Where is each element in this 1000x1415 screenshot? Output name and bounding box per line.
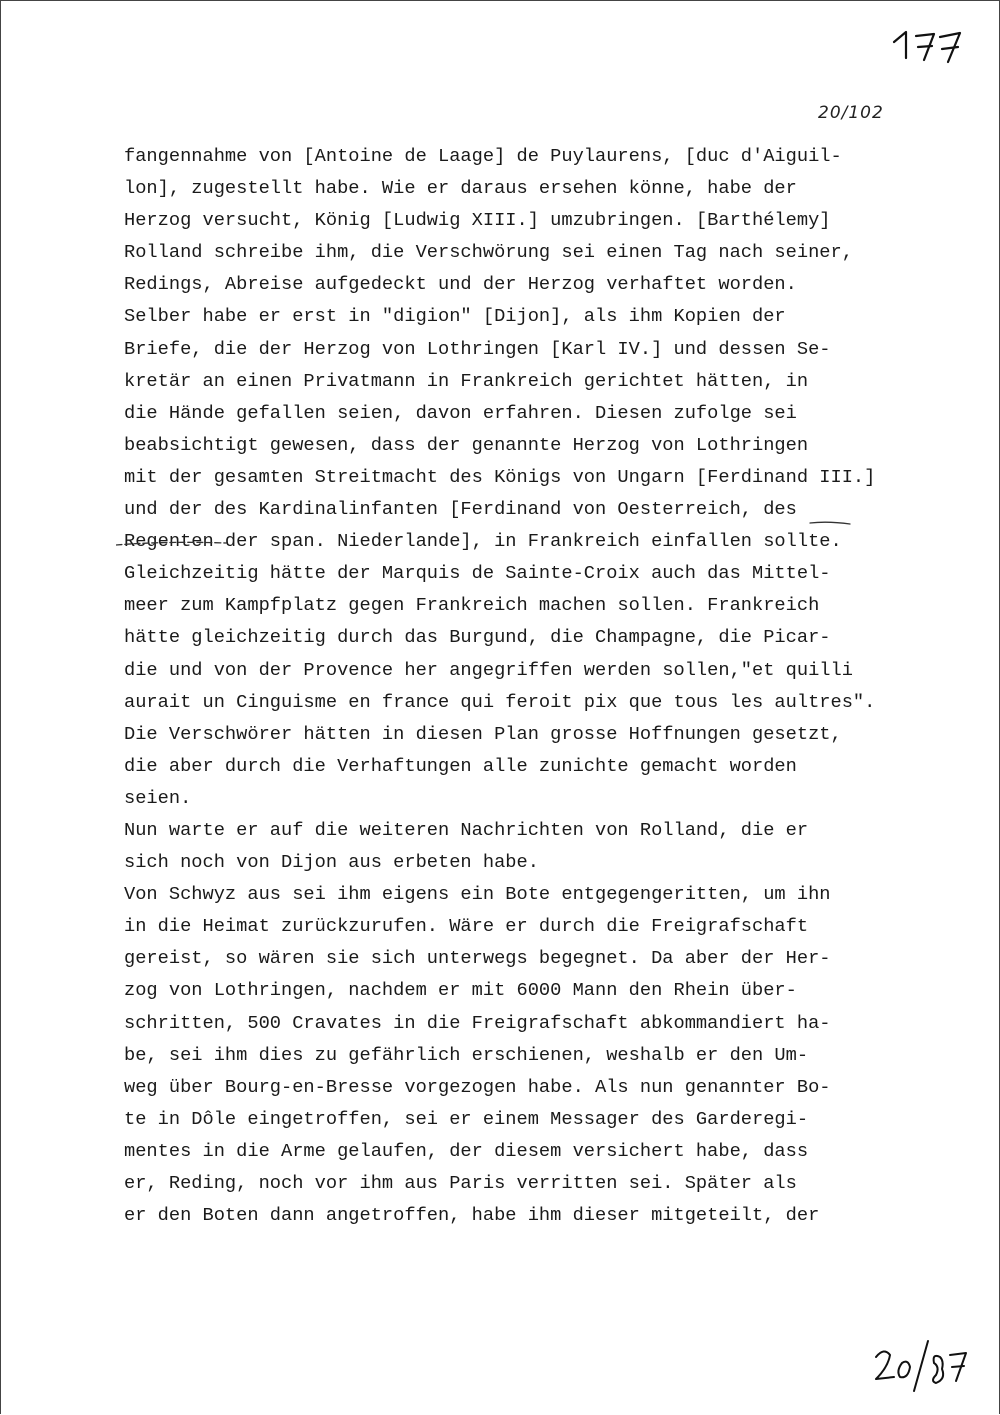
page-number-text	[870, 1335, 873, 1336]
text-line: die aber durch die Verhaftungen alle zunichte gemacht worden	[124, 754, 797, 777]
text-line: seien.	[124, 786, 192, 809]
reference-number: 20/102	[818, 103, 884, 123]
text-line: schritten, 500 Cravates in die Freigrafschaft abkommandiert ha-	[124, 1011, 831, 1034]
text-line: be, sei ihm dies zu gefährlich erschienen, weshalb er den Um-	[124, 1043, 809, 1066]
text-line: und der des Kardinalinfanten [Ferdinand von Oesterreich, des	[124, 498, 797, 521]
text-line: weg über Bourg-en-Bresse vorgezogen habe. Als nun genannter Bo-	[124, 1075, 831, 1098]
text-line: er, Reding, noch vor ihm aus Paris verritten sei. Später als	[124, 1172, 797, 1194]
text-line: hätte gleichzeitig durch das Burgund, die Champagne, die Picar-	[124, 626, 831, 649]
text-line: Herzog versucht, König [Ludwig XIII.] umzubringen. [Barthélemy]	[124, 209, 831, 232]
handwritten-page-glyphs	[870, 1335, 970, 1395]
text-line: te in Dôle eingetroffen, sei er einem Messager des Garderegi-	[124, 1107, 809, 1130]
text-line: die Hände gefallen seien, davon erfahren. Diesen zufolge sei	[124, 401, 797, 424]
text-line: lon], zugestellt habe. Wie er daraus ersehen könne, habe der	[124, 177, 797, 200]
text-line: Von Schwyz aus sei ihm eigens ein Bote entgegengeritten, um ihn	[124, 883, 831, 906]
text-line: fangennahme von [Antoine de Laage] de Puylaurens, [duc d'Aiguil-	[124, 145, 842, 167]
text-line: Redings, Abreise aufgedeckt und der Herzog verhaftet worden.	[124, 273, 797, 296]
text-line: mit der gesamten Streitmacht des Königs von Ungarn [Ferdinand III.]	[124, 465, 876, 488]
text-line: in die Heimat zurückzurufen. Wäre er durch die Freigrafschaft	[124, 915, 809, 938]
text-line: Briefe, die der Herzog von Lothringen [Karl IV.] und dessen Se-	[124, 337, 831, 360]
text-line: Gleichzeitig hätte der Marquis de Sainte-Croix auch das Mittel-	[124, 562, 831, 585]
text-line: beabsichtigt gewesen, dass der genannte Herzog von Lothringen	[124, 433, 809, 456]
text-line: kretär an einen Privatmann in Frankreich gerichtet hätten, in	[124, 369, 809, 392]
text-line: mentes in die Arme gelaufen, der diesem versichert habe, dass	[124, 1139, 809, 1162]
text-line: Rolland schreibe ihm, die Verschwörung sei einen Tag nach seiner,	[124, 241, 853, 264]
handwritten-page-number	[870, 1335, 970, 1395]
text-line: die und von der Provence her angegriffen werden sollen,"et quilli	[124, 658, 853, 681]
body-text	[124, 140, 954, 1231]
text-line: Nun warte er auf die weiteren Nachrichten von Rolland, die er	[124, 818, 809, 841]
handwritten-folio-number	[890, 20, 980, 64]
text-line: Regenten der span. Niederlande], in Frankreich einfallen sollte.	[124, 530, 842, 553]
text-line: meer zum Kampfplatz gegen Frankreich machen sollen. Frankreich	[124, 594, 820, 617]
text-line: Selber habe er erst in "digion" [Dijon], als ihm Kopien der	[124, 305, 786, 328]
handwritten-folio-glyphs	[890, 20, 980, 64]
text-line: gereist, so wären sie sich unterwegs begegnet. Da aber der Her-	[124, 947, 831, 970]
text-line: Die Verschwörer hätten in diesen Plan grosse Hoffnungen gesetzt,	[124, 722, 842, 745]
folio-number-text	[890, 20, 892, 21]
text-line: sich noch von Dijon aus erbeten habe.	[124, 851, 539, 874]
text-line: zog von Lothringen, nachdem er mit 6000 Mann den Rhein über-	[124, 979, 797, 1002]
text-line: er den Boten dann angetroffen, habe ihm dieser mitgeteilt, der	[124, 1204, 820, 1227]
text-line: aurait un Cinguisme en france qui feroit pix que tous les aultres".	[124, 690, 876, 713]
